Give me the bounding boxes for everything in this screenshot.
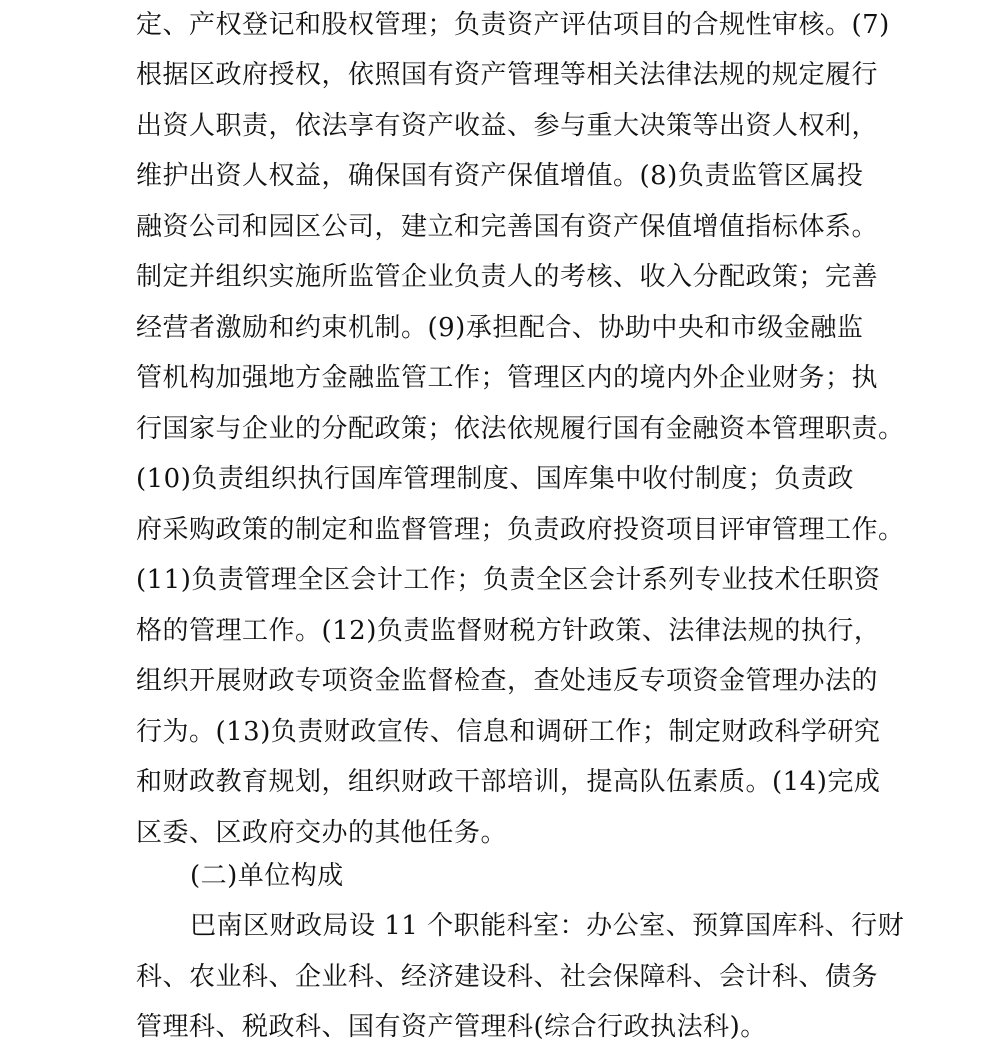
text-line-5: 融资公司和园区公司，建立和完善国有资产保值增值指标体系。 — [136, 212, 879, 242]
text-line-14: 组织开展财政专项资金监督检查，查处违反专项资金管理办法的 — [136, 666, 879, 696]
paragraph2-line-3: 管理科、税政科、国有资产管理科(综合行政执法科)。 — [136, 1012, 767, 1042]
text-line-16: 和财政教育规划，组织财政干部培训，提高队伍素质。(14)完成 — [136, 767, 881, 797]
text-line-17: 区委、区政府交办的其他任务。 — [136, 818, 508, 848]
text-line-4: 维护出资人权益，确保国有资产保值增值。(8)负责监管区属投 — [136, 161, 864, 191]
paragraph2-line-1: 巴南区财政局设 11 个职能科室：办公室、预算国库科、行财 — [190, 911, 905, 941]
section-heading: (二)单位构成 — [190, 861, 344, 891]
text-line-10: (10)负责组织执行国库管理制度、国库集中收付制度；负责政 — [136, 464, 854, 494]
text-line-3: 出资人职责，依法享有资产收益、参与重大决策等出资人权利， — [136, 111, 879, 141]
text-line-12: (11)负责管理全区会计工作；负责全区会计系列专业技术任职资 — [136, 565, 881, 595]
text-line-11: 府采购政策的制定和监督管理；负责政府投资项目评审管理工作。 — [136, 515, 905, 545]
text-line-6: 制定并组织实施所监管企业负责人的考核、收入分配政策；完善 — [136, 262, 879, 292]
text-line-1: 定、产权登记和股权管理；负责资产评估项目的合规性审核。(7) — [136, 10, 890, 40]
text-line-9: 行国家与企业的分配政策；依法依规履行国有金融资本管理职责。 — [136, 414, 905, 444]
paragraph2-line-2: 科、农业科、企业科、经济建设科、社会保障科、会计科、债务 — [136, 962, 879, 992]
text-line-13: 格的管理工作。(12)负责监督财税方针政策、法律法规的执行， — [136, 616, 881, 646]
text-line-8: 管机构加强地方金融监管工作；管理区内的境内外企业财务；执 — [136, 363, 879, 393]
text-line-2: 根据区政府授权，依照国有资产管理等相关法律法规的规定履行 — [136, 60, 879, 90]
text-line-7: 经营者激励和约束机制。(9)承担配合、协助中央和市级金融监 — [136, 313, 864, 343]
text-line-15: 行为。(13)负责财政宣传、信息和调研工作；制定财政科学研究 — [136, 717, 881, 747]
